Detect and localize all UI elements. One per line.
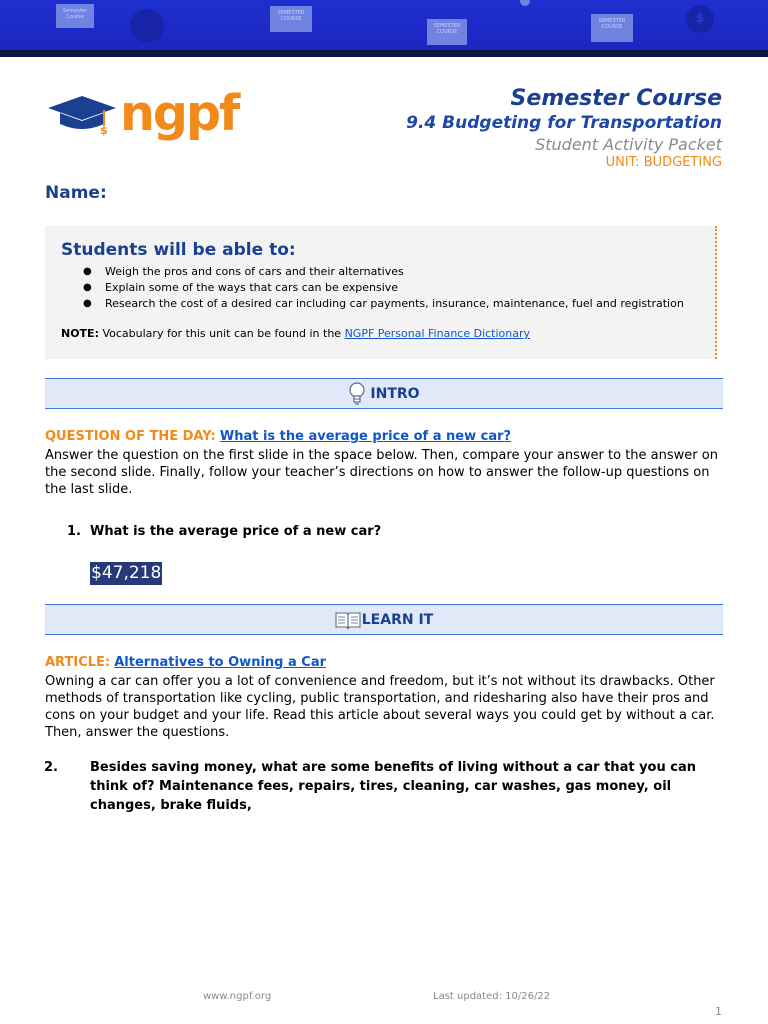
learn-it-section-header bbox=[45, 604, 723, 635]
vocabulary-note bbox=[61, 327, 530, 340]
question-number: 1. bbox=[67, 524, 81, 539]
name-field-label: Name: bbox=[45, 183, 107, 203]
question-text-with-answer: Besides saving money, what are some benefits of living without a car that you can think of? Maintenance fees, repairs, tires, cleaning, car washes, gas money, oil changes, brake fluids, bbox=[90, 760, 696, 813]
svg-text:$: $ bbox=[100, 124, 108, 137]
note-label: NOTE: bbox=[61, 327, 99, 340]
qotd-label: QUESTION OF THE DAY: bbox=[45, 429, 216, 444]
packet-subtitle: Student Activity Packet bbox=[535, 135, 722, 154]
lightbulb-icon bbox=[348, 381, 366, 407]
objective-item: ● Weigh the pros and cons of cars and their alternatives bbox=[83, 264, 684, 280]
objectives-title: Students will be able to: bbox=[61, 240, 296, 260]
course-title: Semester Course bbox=[510, 86, 722, 111]
banner-card: SEMESTER COURSE bbox=[591, 14, 633, 42]
article-heading bbox=[45, 654, 725, 671]
objectives-box bbox=[45, 226, 717, 359]
objective-item: ● Research the cost of a desired car including car payments, insurance, maintenance, fuel and registration bbox=[83, 296, 684, 312]
qotd-link[interactable]: What is the average price of a new car? bbox=[219, 429, 512, 444]
footer-updated: Last updated: 10/26/22 bbox=[433, 991, 551, 1002]
question-text: What is the average price of a new car? bbox=[90, 524, 382, 539]
unit-label: UNIT: BUDGETING bbox=[605, 155, 722, 170]
learn-it-label: LEARN IT bbox=[361, 611, 434, 628]
top-banner bbox=[0, 0, 768, 50]
note-text: Vocabulary for this unit can be found in the bbox=[98, 327, 345, 340]
article-description: Owning a car can offer you a lot of convenience and freedom, but it’s not without its drawbacks. Other methods of transportation like cycling, public transportation, and ridesharing also have their pros and cons on your budget and your life. Read this article about several ways you could get by without a car. Then, answer the questions. bbox=[45, 674, 715, 740]
article-link[interactable]: Alternatives to Owning a Car bbox=[114, 655, 327, 670]
question-number: 2. bbox=[44, 760, 58, 775]
banner-circle-icon bbox=[130, 9, 164, 43]
question-2[interactable] bbox=[44, 758, 727, 815]
footer-site: www.ngpf.org bbox=[203, 991, 272, 1002]
question-1 bbox=[67, 522, 727, 541]
article-label: ARTICLE: bbox=[45, 655, 111, 670]
question-of-the-day bbox=[45, 428, 725, 445]
lesson-title: 9.4 Budgeting for Transportation bbox=[406, 113, 722, 133]
banner-card: SEMESTER COURSE bbox=[270, 6, 312, 32]
intro-label: INTRO bbox=[370, 385, 420, 402]
banner-card: Semester Course bbox=[56, 4, 94, 28]
banner-card: SEMESTER COURSE bbox=[427, 19, 467, 45]
objectives-list bbox=[83, 264, 684, 312]
banner-divider bbox=[0, 50, 768, 57]
dictionary-link[interactable]: NGPF Personal Finance Dictionary bbox=[344, 327, 531, 340]
objective-item: ● Explain some of the ways that cars can be expensive bbox=[83, 280, 684, 296]
book-icon bbox=[335, 610, 361, 630]
intro-section-header bbox=[45, 378, 723, 409]
question-1-answer[interactable]: $47,218 bbox=[91, 563, 162, 583]
dollar-coin-icon: $ bbox=[686, 5, 714, 33]
graduation-cap-icon bbox=[46, 90, 122, 146]
page-number: 1 bbox=[715, 1005, 722, 1018]
intro-instructions: Answer the question on the first slide in the space below. Then, compare your answer to the answer on the second slide. Finally, follow your teacher’s directions on how to answer the follow-up questions on the last slide. bbox=[45, 448, 718, 497]
ngpf-logo-text: ngpf bbox=[120, 85, 239, 142]
banner-dot-icon bbox=[520, 0, 530, 6]
